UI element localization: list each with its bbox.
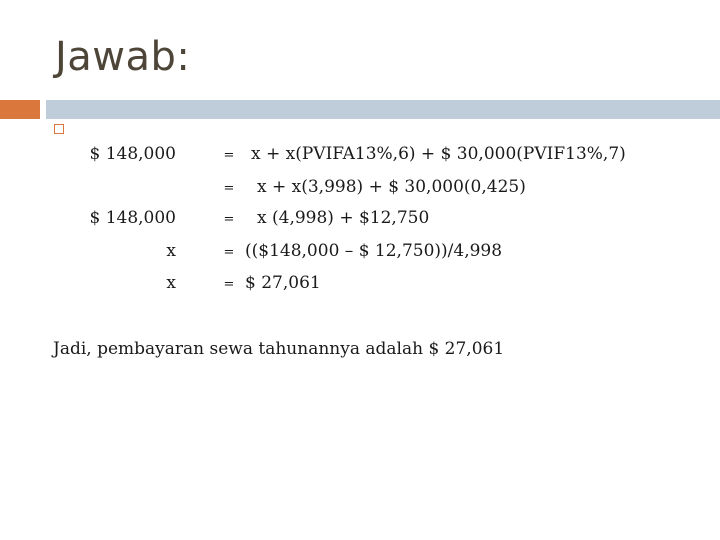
equation-row-3-lhs: $ 148,000 [89,208,176,228]
conclusion-text: Jadi, pembayaran sewa tahunannya adalah $ 27,061 [53,339,505,359]
equation-row-4-equals: = [223,245,235,260]
equation-row-3-equals: = [223,212,235,227]
equation-row-5-lhs: x [166,273,176,293]
equation-row-5-equals: = [223,277,235,292]
equation-row-3-rhs: x (4,998) + $12,750 [257,208,430,228]
equation-row-1-lhs: $ 148,000 [89,144,176,164]
equation-row-1-equals: = [223,148,235,163]
equation-row-5-rhs: $ 27,061 [245,273,321,293]
equation-row-2-rhs: x + x(3,998) + $ 30,000(0,425) [257,177,526,197]
accent-block [0,100,40,119]
equation-row-2-equals: = [223,181,235,196]
slide-title: Jawab: [55,34,191,80]
equation-row-4-rhs: (($148,000 – $ 12,750))/4,998 [245,241,503,261]
title-bar [46,100,720,119]
equation-row-1-rhs: x + x(PVIFA13%,6) + $ 30,000(PVIF13%,7) [251,144,626,164]
square-bullet-icon [54,124,64,134]
equation-row-4-lhs: x [166,241,176,261]
